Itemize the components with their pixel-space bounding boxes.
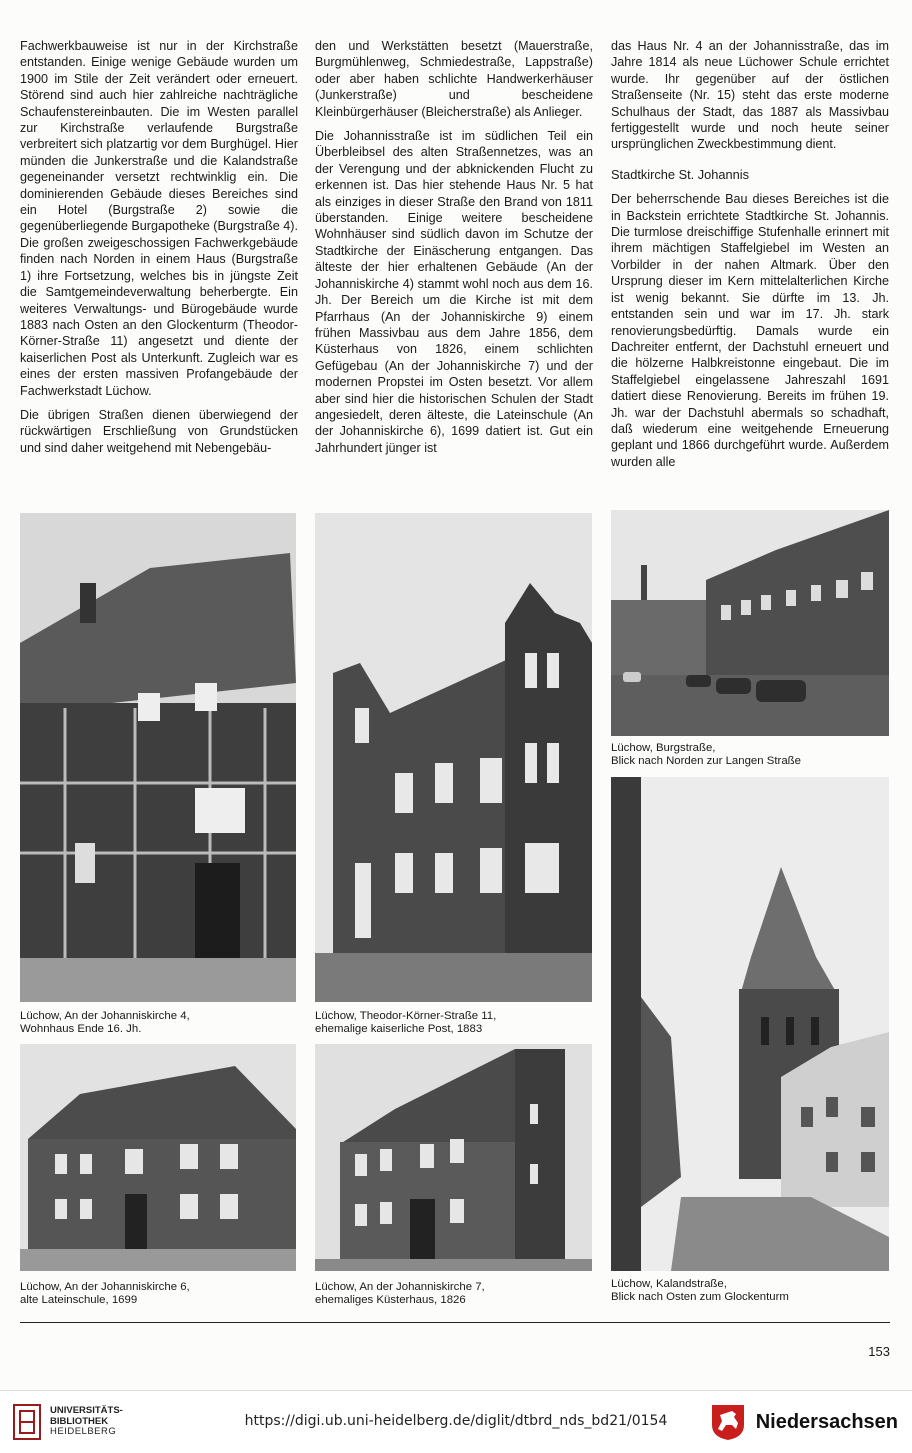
photo-kuesterhaus (315, 1044, 592, 1271)
caption-line: ehemalige kaiserliche Post, 1883 (315, 1023, 483, 1036)
caption-line: Lüchow, An der Johanniskirche 6, (20, 1281, 190, 1293)
caption-line: Blick nach Osten zum Glockenturm (611, 1291, 789, 1304)
library-name-line: HEIDELBERG (50, 1426, 117, 1438)
source-url[interactable]: https://digi.ub.uni-heidelberg.de/diglit/dtbrd_nds_bd21/0154 (244, 1413, 668, 1429)
photo-half-timbered-house (20, 513, 296, 1002)
paragraph: Fachwerkbauweise ist nur in der Kirchstraße entstanden. Einige wenige Gebäude wurden um 1900 im Stile der Zeit verändert oder erneuert. Störend sind auch hier zahlreiche nachträgliche Schaufenstereinbauten. Die im Westen parallel zur Kirchstraße verlaufende Burgstraße verbreitert sich platzartig vor dem Burghügel. Hier münden die Junkerstraße und die Kalandstraße gegeneinander versetzt rechtwinklig ein. Die dominierenden Gebäude dieses Bereiches sind ein Hotel (Burgstraße 2) sowie die gegenüberliegende Burgapotheke (Burgstraße 4). Die großen zweigeschossigen Fachwerkgebäude finden nach Norden in einem Haus (Burgstraße 1) ihre Fortsetzung, welches bis in jüngste Zeit die Samtgemeindeverwaltung beherbergte. Ein weiteres Verwaltungs- und Bürogebäude wurde 1883 nach Osten an den Glockenturm (Theodor-Körner-Straße 11) angesetzt und diente der kaiserlichen Post als Unterkunft. Zugleich war es eines der ersten massiven Profangebäude der Fachwerkstadt Lüchow. (20, 39, 298, 398)
state-name: Niedersachsen (755, 1410, 898, 1433)
library-name-line: BIBLIOTHEK (50, 1415, 109, 1427)
caption-line: Lüchow, An der Johanniskirche 7, (315, 1281, 485, 1293)
photo-kalandstrasse-glockenturm (611, 777, 889, 1271)
caption-line: Blick nach Norden zur Langen Straße (611, 755, 801, 768)
footer-rule (20, 1322, 890, 1323)
page-number: 153 (868, 1344, 890, 1359)
photo-caption (611, 1278, 789, 1305)
photo-caption (20, 1010, 190, 1037)
caption-line: Lüchow, An der Johanniskirche 4, (20, 1010, 190, 1022)
photo-caption (611, 742, 801, 769)
paragraph: den und Werkstätten besetzt (Mauerstraße, Burgmühlenweg, Schmiedestraße, Lappstraße) oder aber haben schlichte Handwerkerhäuser (Junkerstraße) und bescheidene Kleinbürgerhäuser (Bleicherstraße) als Anlieger. (315, 39, 593, 119)
paragraph: Die übrigen Straßen dienen überwiegend der rückwärtigen Erschließung von Grundstücken und sind daher weitgehend mit Nebengebäu- (20, 407, 298, 455)
caption-line: Lüchow, Kalandstraße, (611, 1278, 727, 1290)
photo-caption (315, 1010, 496, 1037)
photo-lateinschule (20, 1044, 296, 1271)
niedersachsen-logo[interactable] (708, 1403, 898, 1441)
caption-line: alte Lateinschule, 1699 (20, 1294, 138, 1307)
viewer-footer (0, 1390, 912, 1453)
caption-line: Lüchow, Burgstraße, (611, 742, 716, 754)
caption-line: Wohnhaus Ende 16. Jh. (20, 1023, 142, 1036)
photo-caption (315, 1281, 485, 1308)
photo-burgstrasse-street (611, 510, 889, 736)
text-column-1 (20, 38, 298, 464)
library-name-line: UNIVERSITÄTS- (50, 1405, 123, 1417)
paragraph: Die Johannisstraße ist im südlichen Teil ein Überbleibsel des alten Straßennetzes, was an der Verengung und der abknickenden Flucht zu erkennen ist. Das hier stehende Haus Nr. 5 hat als einziges in dieser Straße den Brand von 1811 überstanden. Einige weitere bescheidene Wohnhäuser sind südlich davon im Schutze der Stadtkirche der Einäscherung entgangen. Das älteste der hier erhaltenen Gebäude (An der Johanniskirche 4) stammt wohl noch aus dem 16. Jh. Der Bereich um die Kirche ist mit dem Pfarrhaus (An der Johanniskirche 9) einem frühen Massivbau aus dem Jahre 1856, dem Küsterhaus von 1826, einem schlichten Gefügebau (An der Johanniskirche 7) und der modernen Propstei im Osten besetzt. Vor allem aber sind hier die historischen Schulen der Stadt angesiedelt, deren älteste, die Lateinschule (An der Johanniskirche 6), 1699 datiert ist. Gut ein Jahrhundert jünger ist (315, 129, 593, 455)
caption-line: ehemaliges Küsterhaus, 1826 (315, 1294, 466, 1307)
section-heading: Stadtkirche St. Johannis (611, 166, 749, 182)
text-column-3 (611, 38, 889, 478)
caption-line: Lüchow, Theodor-Körner-Straße 11, (315, 1010, 497, 1022)
text-column-2 (315, 38, 593, 464)
horse-crest-icon (708, 1403, 748, 1441)
paragraph: Der beherrschende Bau dieses Bereiches ist die in Backstein errichtete Stadtkirche St. Johannis. Die turmlose dreischiffige Stufenhalle erinnert mit ihrem mächtigen Staffelgiebel im Westen an Vorbilder in der nahen Altmark. Über den Ursprung dieser im Kern mittelalterlichen Kirche ist wenig bekannt. Sie dürfte im 13. Jh. entstanden sein und war im 17. Jh. stark renovierungsbedürftig. Damals wurde ein Dachreiter entfernt, der Dachstuhl erneuert und die hölzerne Halbkreistonne eingebaut. Die im Staffelgiebel eingelassene Jahreszahl 1691 datiert diese Renovierung. Bereits im frühen 19. Jh. war der Dachstuhl abermals so schadhaft, daß wiederum eine weitgehende Erneuerung geplant und 1866 durchgeführt wurde. Außerdem wurden alle (611, 192, 889, 469)
photo-caption (20, 1281, 190, 1308)
photo-brick-post-office (315, 513, 592, 1002)
paragraph: das Haus Nr. 4 an der Johannisstraße, das im Jahre 1814 als neue Lüchower Schule errichtet wurde. Ihr gegenüber auf der östlichen Straßenseite (Nr. 15) steht das erste moderne Schulhaus der Stadt, das 1887 als Massivbau fertiggestellt wurde und noch heute seiner ursprünglichen Zweckbestimmung dient. (611, 39, 889, 152)
